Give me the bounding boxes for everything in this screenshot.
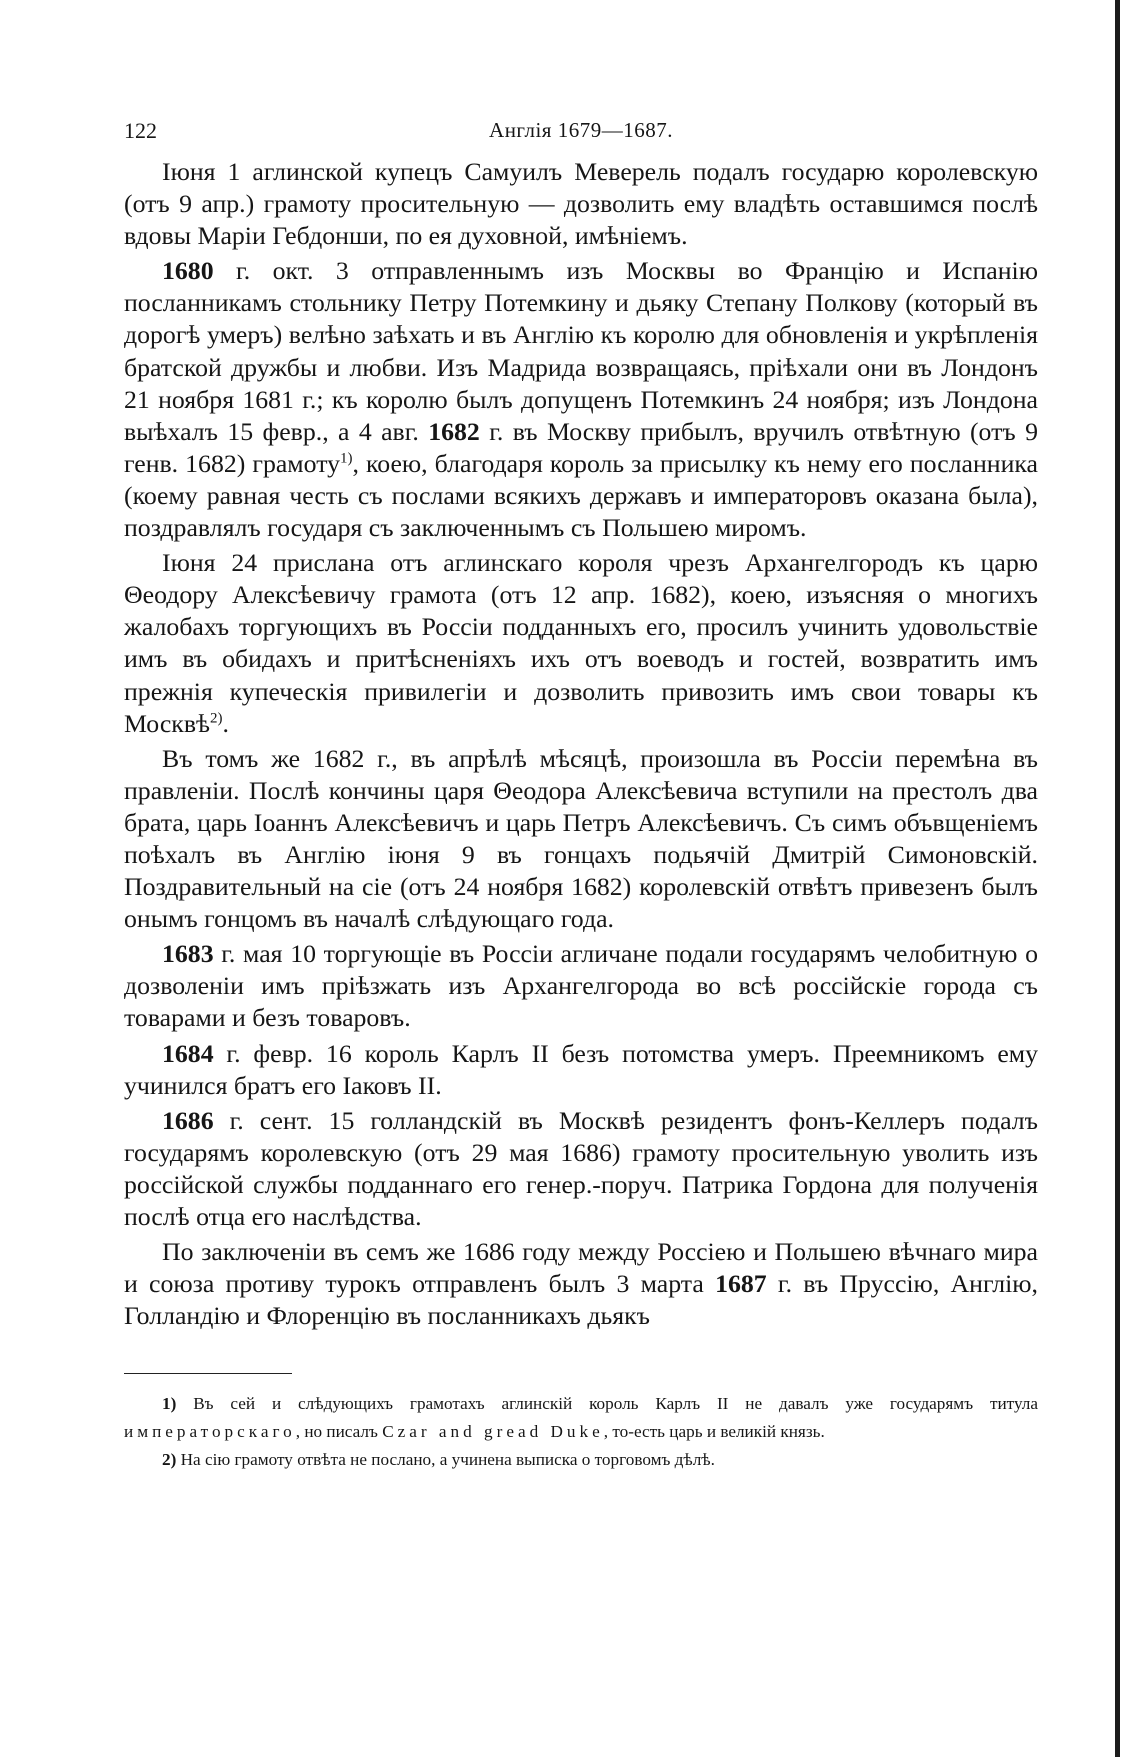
footnote-1-text-c: , то-есть царь и великій князь. [603, 1422, 825, 1442]
page-header [124, 118, 1038, 156]
paragraph-4-text: Въ томъ же 1682 г., въ апрѣлѣ мѣсяцѣ, произошла въ Россіи перемѣна въ правленіи. Послѣ кончины царя Θеодора Алексѣевича вступили на престолъ два брата, царь Іоаннъ Алексѣевичъ и царь Петръ Алексѣевичъ. Съ симъ объвщеніемъ поѣхалъ въ Англію іюня 9 въ гонцахъ подьячій Дмитрій Симоновскій. Поздравительный на сіе (отъ 24 ноября 1682) королевскій отвѣтъ привезенъ былъ онымъ гонцомъ въ началѣ слѣдующаго года. [124, 743, 1038, 934]
paragraph-6-text: г. февр. 16 король Карлъ II безъ потомства умеръ. Преемникомъ ему учинился братъ его Іаковъ II. [124, 1038, 1038, 1100]
paragraph-2 [124, 255, 1038, 544]
paragraph-6 [124, 1038, 1038, 1102]
body-text [124, 156, 1038, 1332]
running-title: Англія 1679—1687. [489, 118, 673, 142]
paragraph-8 [124, 1236, 1038, 1332]
year-1682: 1682 [428, 416, 480, 446]
footnote-2 [124, 1446, 1038, 1474]
paragraph-2-text-b: г. въ Москву прибылъ, вручилъ отвѣтную (отъ 9 генв. 1682) грамоту [124, 416, 1038, 478]
year-1687: 1687 [715, 1269, 767, 1299]
footnote-1-text-a: Въ сей и слѣдующихъ грамотахъ аглинскій король Карлъ II не давалъ уже государямъ титула [176, 1394, 1038, 1414]
year-1684: 1684 [162, 1038, 214, 1068]
page-number: 122 [124, 118, 157, 143]
paragraph-8-text-a: По заключеніи въ семъ же 1686 году между Россіею и Польшею вѣчнаго мира и союза противу турокъ отправленъ былъ 3 марта [124, 1237, 1038, 1299]
footnote-1-spaced-quote: Czar and gread Duke [382, 1422, 604, 1442]
footnote-ref-2[interactable]: 2) [210, 710, 223, 726]
footnote-2-text: На сію грамоту отвѣта не послано, а учинена выписка о торговомъ дѣлѣ. [176, 1450, 715, 1470]
year-1683: 1683 [162, 939, 214, 969]
footnote-2-marker: 2) [162, 1450, 177, 1470]
paragraph-7 [124, 1105, 1038, 1233]
paragraph-5-text: г. мая 10 торгующіе въ Россіи агличане подали государямъ челобитную о дозволеніи имъ пріѣзжать изъ Архангелгорода во всѣ россійскіе города съ товарами и безъ товаровъ. [124, 939, 1038, 1033]
paragraph-8-text-b: г. въ Пруссію, Англію, Голландію и Флоренцію въ посланникахъ дьякъ [124, 1269, 1038, 1331]
paragraph-1-text: Іюня 1 аглинской купецъ Самуилъ Меверель подалъ государю королевскую (отъ 9 апр.) грамоту просительную — дозволить ему владѣть оставшимся послѣ вдовы Маріи Гебдонши, по ея духовной, имѣніемъ. [124, 157, 1038, 251]
paragraph-3-text: Іюня 24 прислана отъ аглинскаго короля чрезъ Архангелгородъ къ царю Θеодору Алексѣевичу грамота (отъ 12 апр. 1682), коею, изъясняя о многихъ жалобахъ торгующихъ въ Россіи подданныхъ его, просилъ учинить удовольствіе имъ въ обидахъ и притѣсненіяхъ ихъ отъ воеводъ и гостей, возвратить имъ прежнія купеческія привилегіи и дозволить привозить имъ свои товары къ Москвѣ [124, 548, 1038, 738]
year-1686: 1686 [162, 1105, 214, 1135]
paragraph-1 [124, 156, 1038, 252]
footnote-1-text-b: , но писалъ [295, 1422, 383, 1442]
paragraph-3 [124, 547, 1038, 740]
paragraph-7-text: г. сент. 15 голландскій въ Москвѣ резидентъ фонъ-Келлеръ подалъ государямъ королевскую (отъ 29 мая 1686) грамоту просительную уволить изъ россійской службы подданнаго его генер.-поруч. Патрика Гордона для полученія послѣ отца его наслѣдства. [124, 1105, 1038, 1231]
paragraph-4 [124, 743, 1038, 936]
footnotes [124, 1390, 1038, 1474]
footnote-ref-1[interactable]: 1) [340, 450, 353, 467]
paragraph-2-text-a: г. окт. 3 отправленнымъ изъ Москвы во Францію и Испанію посланникамъ стольнику Петру Потемкину и дьяку Степану Полкову (который въ дорогѣ умеръ) велѣно заѣхать и въ Англію къ королю для обновленія и укрѣпленія братской дружбы и любви. Изъ Мадрида возвращаясь, пріѣхали они въ Лондонъ 21 ноября 1681 г.; къ королю былъ допущенъ Потемкинъ 24 ноября; изъ Лондона выѣхалъ 15 февр., а 4 авг. [124, 256, 1038, 446]
footnote-1 [124, 1390, 1038, 1446]
footnote-divider [124, 1373, 292, 1374]
footnote-1-marker: 1) [162, 1394, 177, 1414]
paragraph-2-text-c: , коею, благодаря король за присылку къ нему его посланника (коему равная честь съ послами всякихъ державъ и императоровъ оказана была), поздравлялъ государя съ заключеннымъ съ Польшею миромъ. [124, 448, 1038, 543]
footnote-1-spaced-title: императорскаго [124, 1422, 296, 1442]
paragraph-5 [124, 938, 1038, 1034]
year-1680: 1680 [162, 256, 214, 286]
scan-edge-line [1115, 0, 1120, 1757]
paragraph-3-text-end: . [222, 708, 229, 738]
book-page [124, 118, 1038, 1474]
